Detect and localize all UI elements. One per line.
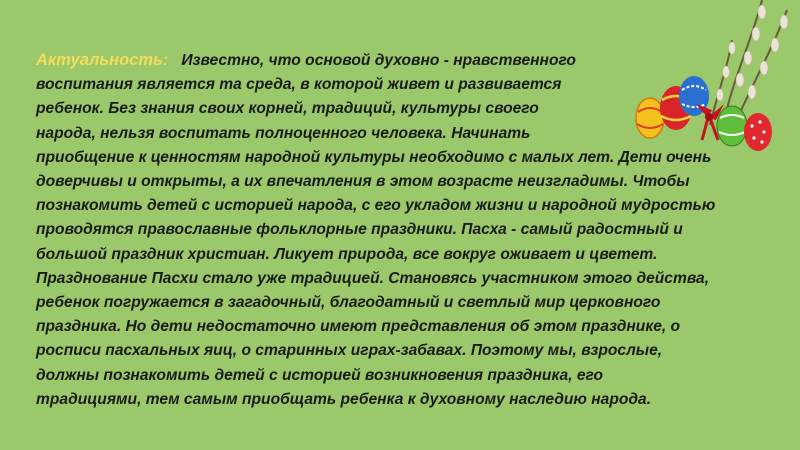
text-line-14: должны познакомить детей с историей возникновения праздника, его bbox=[36, 366, 604, 384]
text-line-9: большой праздник христиан. Ликует природа, все вокруг оживает и цветет. bbox=[36, 245, 658, 263]
text-line-15: традициями, тем самым приобщать ребенка к духовному наследию народа. bbox=[36, 390, 652, 408]
text-line-5: приобщение к ценностям народной культуры необходимо с малых лет. Дети очень bbox=[36, 148, 712, 166]
text-line-2: воспитания является та среда, в которой живет и развивается bbox=[36, 76, 562, 94]
text-line-1-body: Известно, что основой духовно - нравственного bbox=[181, 52, 576, 69]
text-line-11: ребенок погружается в загадочный, благодатный и светлый мир церковного bbox=[36, 294, 661, 312]
text-line-1 bbox=[36, 48, 796, 73]
text-line-6: доверчивы и открыты, а их впечатления в этом возрасте неизгладимы. Чтобы bbox=[36, 173, 690, 191]
text-line-3: ребенок. Без знания своих корней, традиций, культуры своего bbox=[36, 100, 539, 118]
main-text bbox=[36, 48, 796, 412]
text-line-12: праздника. Но дети недостаточно имеют представления об этом празднике, о bbox=[36, 318, 681, 336]
text-line-4: народа, нельзя воспитать полноценного человека. Начинать bbox=[36, 124, 531, 142]
text-line-10: Празднование Пасхи стало уже традицией. Становясь участником этого действа, bbox=[36, 269, 710, 287]
text-line-7: познакомить детей с историей народа, с его укладом жизни и народной мудростью bbox=[36, 197, 716, 215]
heading-label: Актуальность: bbox=[36, 51, 169, 69]
text-line-13: росписи пасхальных яиц, о старинных играх-забавах. Поэтому мы, взрослые, bbox=[36, 342, 663, 360]
text-line-8: проводятся православные фольклорные праздники. Пасха - самый радостный и bbox=[36, 221, 683, 239]
